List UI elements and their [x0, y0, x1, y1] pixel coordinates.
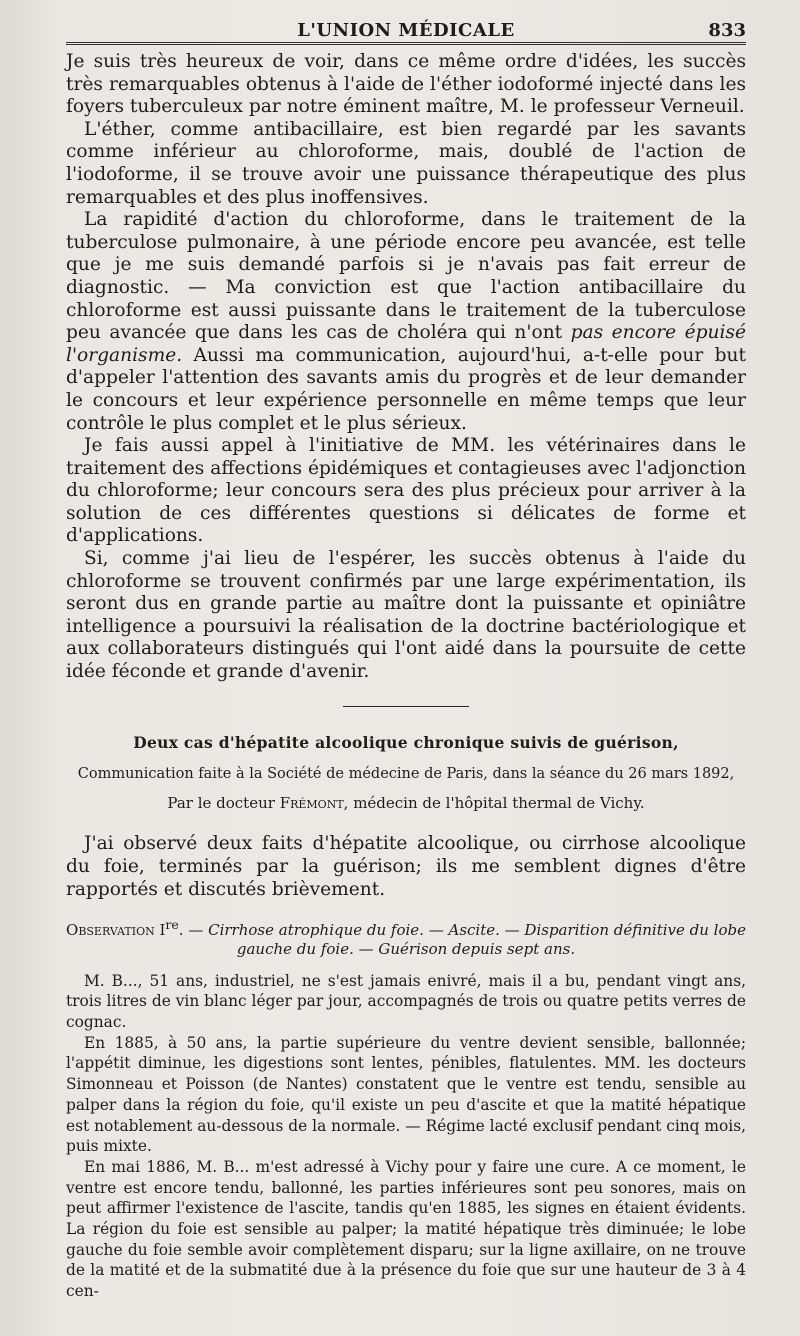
observation-label: Observation I [66, 920, 166, 939]
section-separator [343, 706, 469, 707]
page-number: 833 [708, 20, 746, 41]
body-text [66, 51, 746, 684]
page-header [66, 0, 746, 42]
communication-note: Communication faite à la Société de médecine de Paris, dans la séance du 26 mars 1892, [77, 765, 735, 782]
byline-prefix: Par le docteur [167, 793, 280, 812]
observation-heading: Observation Ire. — Cirrhose atrophique du foie. — Ascite. — Disparition définitive du lobe gauche du foie. — Guérison depuis sept ans. [66, 916, 746, 958]
byline-suffix: , médecin de l'hôpital thermal de Vichy. [343, 793, 645, 812]
paragraph: En 1885, à 50 ans, la partie supérieure du ventre devient sensible, ballonnée; l'appétit diminue, les digestions sont lentes, pénibles, flatulentes. MM. les docteurs Simonneau et Poisson (de Nantes) constatent que le ventre est tendu, sensible au palper dans la région du foie, qu'il existe un peu d'ascite et que la matité hépatique est notablement au-dessous de la normale. — Régime lacté exclusif pendant cinq mois, puis mixte. [66, 1033, 746, 1156]
observation-sup: re [165, 916, 179, 932]
paragraph: Je suis très heureux de voir, dans ce même ordre d'idées, les succès très remarquables obtenus à l'aide de l'éther iodoformé injecté dans les foyers tuberculeux par notre éminent maître, M. le professeur Verneuil. [66, 51, 746, 118]
paragraph: Si, comme j'ai lieu de l'espérer, les succès obtenus à l'aide du chloroforme se trouvent confirmés par une large expérimentation, ils seront dus en grande partie au maître dont la puissante et opiniâtre intelligence a poursuivi la réalisation de la doctrine bactériologique et aux collaborateurs distingués qui l'ont aidé dans la poursuite de cette idée féconde et grande d'avenir. [66, 548, 746, 683]
paragraph: Je fais aussi appel à l'initiative de MM. les vétérinaires dans le traitement des affections épidémiques et contagieuses avec l'adjonction du chloroforme; leur concours sera des plus précieux pour arriver à la solution de ces différentes questions si délicates de forme et d'applications. [66, 435, 746, 547]
header-rule [66, 42, 746, 45]
paragraph: En mai 1886, M. B... m'est adressé à Vichy pour y faire une cure. A ce moment, le ventre est encore tendu, ballonné, les parties inférieures sont peu sonores, mais on peut affirmer l'existence de l'ascite, tandis qu'en 1885, les signes en étaient évidents. La région du foie est sensible au palper; la matité hépatique très diminuée; le lobe gauche du foie semble avoir complètement disparu; sur la ligne axillaire, on ne trouve de la matité et de la submatité due à la présence du foie que sur une hauteur de 3 à 4 cen- [66, 1157, 746, 1301]
paragraph: J'ai observé deux faits d'hépatite alcoolique, ou cirrhose alcoolique du foie, terminés par la guérison; ils me semblent dignes d'être rapportés et discutés brièvement. [66, 832, 746, 900]
paragraph-text: Aussi ma communication, aujourd'hui, a-t-elle pour but d'appeler l'attention des savants amis du progrès et de leur demander le concours et leur expérience personnelle en même temps que leur contrôle le plus complet et le plus sérieux. [66, 344, 746, 434]
running-title: L'UNION MÉDICALE [297, 20, 515, 41]
paragraph: L'éther, comme antibacillaire, est bien regardé par les savants comme inférieur au chloroforme, mais, doublé de l'action de l'iodoforme, il se trouve avoir une puissance thérapeutique des plus remarquables et des plus inoffensives. [66, 118, 746, 208]
italic-phrase: pas encore épuisé l'organisme. [66, 322, 746, 366]
paragraph [66, 209, 746, 435]
observation-text [66, 971, 746, 1302]
article-title: Deux cas d'hépatite alcoolique chronique suivis de guérison, [133, 732, 679, 752]
intro-text [66, 832, 746, 901]
paragraph-text: La rapidité d'action du chloroforme, dans le traitement de la tuberculose pulmonaire, à une période encore peu avancée, est telle que je me suis demandé parfois si je n'avais pas fait erreur de diagnostic. — Ma conviction est que l'action antibacillaire du chloroforme est aussi puissante dans le traitement de la tuberculose peu avancée que dans les cas de choléra qui n'ont [66, 209, 746, 344]
paragraph: M. B..., 51 ans, industriel, ne s'est jamais enivré, mais il a bu, pendant vingt ans, trois litres de vin blanc léger par jour, accompagnés de trois ou quatre petits verres de cognac. [66, 971, 746, 1032]
author-name: Frémont [279, 793, 344, 812]
byline [66, 794, 746, 812]
observation-title: Cirrhose atrophique du foie. — Ascite. — Disparition définitive du lobe gauche du foie. — Guérison depuis sept ans. [208, 920, 746, 958]
